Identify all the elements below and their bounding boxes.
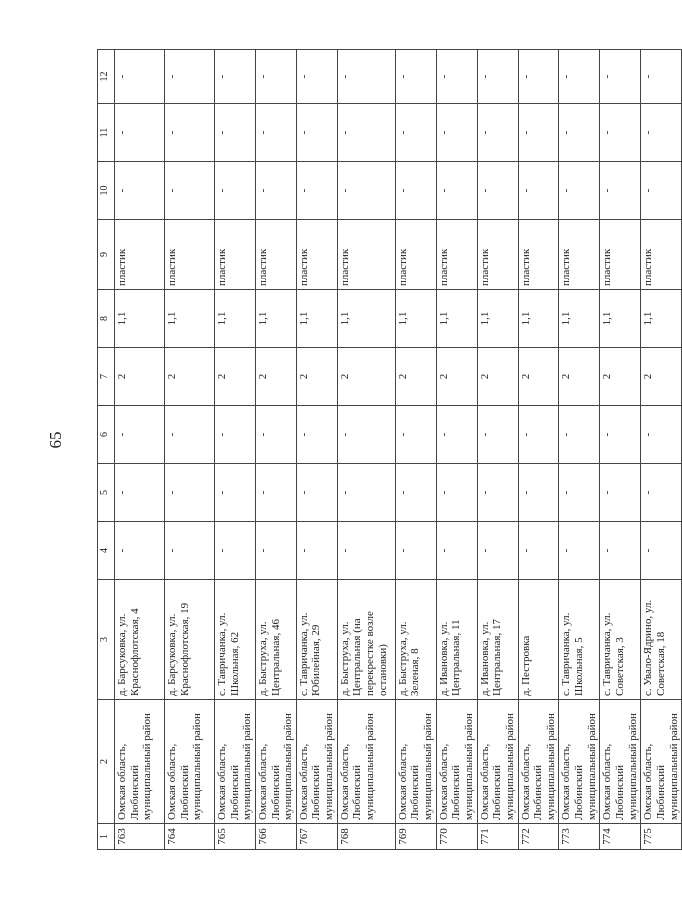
table-cell: - bbox=[559, 50, 600, 104]
table-cell: с. Тавричанка, ул. Школьная, 62 bbox=[215, 580, 256, 700]
table-cell: 2 bbox=[477, 348, 518, 406]
table-row bbox=[477, 50, 518, 850]
table-cell: 765 bbox=[215, 824, 256, 850]
table-cell: 2 bbox=[215, 348, 256, 406]
table-cell: 1,1 bbox=[600, 290, 641, 348]
table-cell: - bbox=[115, 162, 165, 220]
table-cell: - bbox=[477, 406, 518, 464]
table-cell: 2 bbox=[559, 348, 600, 406]
table-cell: - bbox=[600, 522, 641, 580]
table-row bbox=[115, 50, 165, 850]
table-cell: - bbox=[436, 406, 477, 464]
table-cell: - bbox=[641, 104, 682, 162]
table-cell: 1,1 bbox=[337, 290, 395, 348]
table-cell: - bbox=[395, 522, 436, 580]
table-cell: - bbox=[600, 104, 641, 162]
table-cell: - bbox=[436, 162, 477, 220]
table-row bbox=[165, 50, 215, 850]
table-cell: д. Ивановка, ул. Центральная, 17 bbox=[477, 580, 518, 700]
table-cell: Омская область, Любинский муниципальный район bbox=[477, 700, 518, 824]
column-header: 7 bbox=[98, 348, 115, 406]
table-cell: 1,1 bbox=[165, 290, 215, 348]
table-cell: пластик bbox=[436, 220, 477, 290]
table-row bbox=[436, 50, 477, 850]
table-cell: - bbox=[395, 50, 436, 104]
table-cell: пластик bbox=[337, 220, 395, 290]
table-cell: - bbox=[296, 104, 337, 162]
column-header: 9 bbox=[98, 220, 115, 290]
table-cell: 772 bbox=[518, 824, 559, 850]
table-cell: 774 bbox=[600, 824, 641, 850]
table-cell: - bbox=[215, 406, 256, 464]
table-cell: - bbox=[165, 406, 215, 464]
table-row bbox=[641, 50, 682, 850]
table-cell: 766 bbox=[255, 824, 296, 850]
table-cell: - bbox=[641, 50, 682, 104]
table-cell: - bbox=[115, 522, 165, 580]
column-header: 3 bbox=[98, 580, 115, 700]
table-cell: 1,1 bbox=[255, 290, 296, 348]
rotated-table-container bbox=[97, 50, 680, 850]
table-cell: - bbox=[477, 104, 518, 162]
table-cell: д. Барсуковка, ул. Краснофлотская, 19 bbox=[165, 580, 215, 700]
column-header: 8 bbox=[98, 290, 115, 348]
table-cell: 1,1 bbox=[477, 290, 518, 348]
table-cell: - bbox=[436, 464, 477, 522]
table-row bbox=[296, 50, 337, 850]
column-header: 5 bbox=[98, 464, 115, 522]
table-cell: 1,1 bbox=[296, 290, 337, 348]
table-cell: 770 bbox=[436, 824, 477, 850]
table-cell: - bbox=[518, 162, 559, 220]
table-cell: Омская область, Любинский муниципальный район bbox=[559, 700, 600, 824]
table-cell: пластик bbox=[600, 220, 641, 290]
table-cell: Омская область, Любинский муниципальный район bbox=[337, 700, 395, 824]
table-cell: 2 bbox=[115, 348, 165, 406]
table-cell: Омская область, Любинский муниципальный район bbox=[215, 700, 256, 824]
table-cell: 2 bbox=[255, 348, 296, 406]
table-cell: - bbox=[296, 406, 337, 464]
table-cell: - bbox=[255, 464, 296, 522]
table-cell: - bbox=[600, 50, 641, 104]
table-cell: с. Тавричанка, ул. Юбилейная, 29 bbox=[296, 580, 337, 700]
table-cell: Омская область, Любинский муниципальный район bbox=[395, 700, 436, 824]
table-cell: - bbox=[337, 406, 395, 464]
table-cell: 771 bbox=[477, 824, 518, 850]
table-row bbox=[215, 50, 256, 850]
table-cell: 773 bbox=[559, 824, 600, 850]
table-cell: - bbox=[600, 406, 641, 464]
table-cell: - bbox=[115, 50, 165, 104]
table-cell: - bbox=[296, 50, 337, 104]
table-cell: - bbox=[115, 406, 165, 464]
table-cell: пластик bbox=[559, 220, 600, 290]
table-cell: - bbox=[296, 162, 337, 220]
table-cell: Омская область, Любинский муниципальный район bbox=[518, 700, 559, 824]
table-cell: - bbox=[477, 464, 518, 522]
table-cell: 1,1 bbox=[395, 290, 436, 348]
table-cell: - bbox=[436, 104, 477, 162]
table-cell: 2 bbox=[165, 348, 215, 406]
table-row bbox=[395, 50, 436, 850]
column-header: 11 bbox=[98, 104, 115, 162]
table-cell: - bbox=[477, 50, 518, 104]
table-cell: 1,1 bbox=[115, 290, 165, 348]
table-cell: д. Быструха, ул. Центральная (на перекрестке возле остановки) bbox=[337, 580, 395, 700]
page-number: 65 bbox=[46, 431, 65, 449]
table-cell: - bbox=[115, 104, 165, 162]
table-cell: 1,1 bbox=[436, 290, 477, 348]
table-cell: - bbox=[559, 522, 600, 580]
table-cell: пластик bbox=[255, 220, 296, 290]
table-cell: 763 bbox=[115, 824, 165, 850]
table-cell: - bbox=[518, 464, 559, 522]
table-cell: д. Барсуковка, ул. Краснофлотская, 4 bbox=[115, 580, 165, 700]
table-cell: с. Увало-Ядрино, ул. Советская, 18 bbox=[641, 580, 682, 700]
table-cell: - bbox=[165, 162, 215, 220]
header-row bbox=[98, 50, 115, 850]
table-cell: пластик bbox=[165, 220, 215, 290]
table-cell: 764 bbox=[165, 824, 215, 850]
table-cell: пластик bbox=[215, 220, 256, 290]
table-cell: - bbox=[600, 464, 641, 522]
column-header: 4 bbox=[98, 522, 115, 580]
table-cell: - bbox=[165, 464, 215, 522]
table-cell: - bbox=[337, 522, 395, 580]
table-cell: - bbox=[641, 162, 682, 220]
table-cell: с. Тавричанка, ул. Школьная, 5 bbox=[559, 580, 600, 700]
table-cell: 2 bbox=[337, 348, 395, 406]
table-cell: - bbox=[255, 406, 296, 464]
table-cell: 2 bbox=[600, 348, 641, 406]
table-cell: - bbox=[518, 50, 559, 104]
table-cell: - bbox=[518, 104, 559, 162]
table-body bbox=[98, 50, 682, 850]
table-row bbox=[600, 50, 641, 850]
table-cell: д. Ивановка, ул. Центральная, 11 bbox=[436, 580, 477, 700]
column-header: 10 bbox=[98, 162, 115, 220]
table-cell: 2 bbox=[296, 348, 337, 406]
table-cell: 1,1 bbox=[518, 290, 559, 348]
table-cell: - bbox=[337, 464, 395, 522]
table-cell: - bbox=[518, 522, 559, 580]
table-cell: д. Пестровка bbox=[518, 580, 559, 700]
table-row bbox=[559, 50, 600, 850]
table-cell: - bbox=[337, 162, 395, 220]
table-cell: 2 bbox=[641, 348, 682, 406]
table-cell: 1,1 bbox=[215, 290, 256, 348]
table-cell: - bbox=[436, 50, 477, 104]
column-header: 6 bbox=[98, 406, 115, 464]
table-cell: 775 bbox=[641, 824, 682, 850]
table-cell: 2 bbox=[518, 348, 559, 406]
table-cell: Омская область, Любинский муниципальный район bbox=[255, 700, 296, 824]
table-cell: - bbox=[477, 522, 518, 580]
table-cell: - bbox=[255, 50, 296, 104]
table-cell: Омская область, Любинский муниципальный район bbox=[165, 700, 215, 824]
table-cell: - bbox=[559, 104, 600, 162]
table-cell: 2 bbox=[436, 348, 477, 406]
table-cell: - bbox=[641, 522, 682, 580]
table-cell: - bbox=[337, 50, 395, 104]
table-cell: - bbox=[395, 104, 436, 162]
table-cell: - bbox=[215, 464, 256, 522]
table-cell: - bbox=[477, 162, 518, 220]
table-cell: 2 bbox=[395, 348, 436, 406]
table-row bbox=[337, 50, 395, 850]
table-cell: - bbox=[215, 522, 256, 580]
table-cell: - bbox=[337, 104, 395, 162]
table-cell: 767 bbox=[296, 824, 337, 850]
table-cell: Омская область, Любинский муниципальный район bbox=[641, 700, 682, 824]
table-cell: - bbox=[296, 522, 337, 580]
table-row bbox=[255, 50, 296, 850]
table-cell: пластик bbox=[115, 220, 165, 290]
table-cell: - bbox=[518, 406, 559, 464]
table-cell: 768 bbox=[337, 824, 395, 850]
table-cell: - bbox=[165, 522, 215, 580]
table-cell: пластик bbox=[477, 220, 518, 290]
table-cell: пластик bbox=[641, 220, 682, 290]
table-cell: пластик bbox=[296, 220, 337, 290]
table-cell: - bbox=[559, 464, 600, 522]
table-cell: - bbox=[395, 406, 436, 464]
table-cell: - bbox=[559, 406, 600, 464]
table-cell: Омская область, Любинский муниципальный район bbox=[115, 700, 165, 824]
table-cell: Омская область, Любинский муниципальный район bbox=[296, 700, 337, 824]
table-cell: - bbox=[395, 162, 436, 220]
column-header: 2 bbox=[98, 700, 115, 824]
table-cell: 1,1 bbox=[559, 290, 600, 348]
column-header: 12 bbox=[98, 50, 115, 104]
table-cell: - bbox=[115, 464, 165, 522]
table-cell: - bbox=[165, 104, 215, 162]
table-cell: пластик bbox=[395, 220, 436, 290]
table-cell: пластик bbox=[518, 220, 559, 290]
table-cell: - bbox=[600, 162, 641, 220]
table-cell: Омская область, Любинский муниципальный район bbox=[436, 700, 477, 824]
table-cell: - bbox=[559, 162, 600, 220]
table-cell: - bbox=[641, 464, 682, 522]
table-cell: - bbox=[641, 406, 682, 464]
table-cell: 1,1 bbox=[641, 290, 682, 348]
table-cell: - bbox=[255, 162, 296, 220]
table-cell: - bbox=[215, 50, 256, 104]
table-cell: 769 bbox=[395, 824, 436, 850]
table-cell: д. Быструха, ул. Центральная, 46 bbox=[255, 580, 296, 700]
column-header: 1 bbox=[98, 824, 115, 850]
table-cell: - bbox=[255, 522, 296, 580]
table-cell: - bbox=[165, 50, 215, 104]
table-cell: с. Тавричанка, ул. Советская, 3 bbox=[600, 580, 641, 700]
table-cell: - bbox=[296, 464, 337, 522]
table-row bbox=[518, 50, 559, 850]
table-cell: - bbox=[255, 104, 296, 162]
table-cell: д. Быструха, ул. Зеленая, 8 bbox=[395, 580, 436, 700]
registry-table bbox=[97, 49, 682, 850]
table-cell: - bbox=[215, 162, 256, 220]
table-cell: - bbox=[215, 104, 256, 162]
table-cell: - bbox=[395, 464, 436, 522]
table-cell: - bbox=[436, 522, 477, 580]
table-cell: Омская область, Любинский муниципальный район bbox=[600, 700, 641, 824]
